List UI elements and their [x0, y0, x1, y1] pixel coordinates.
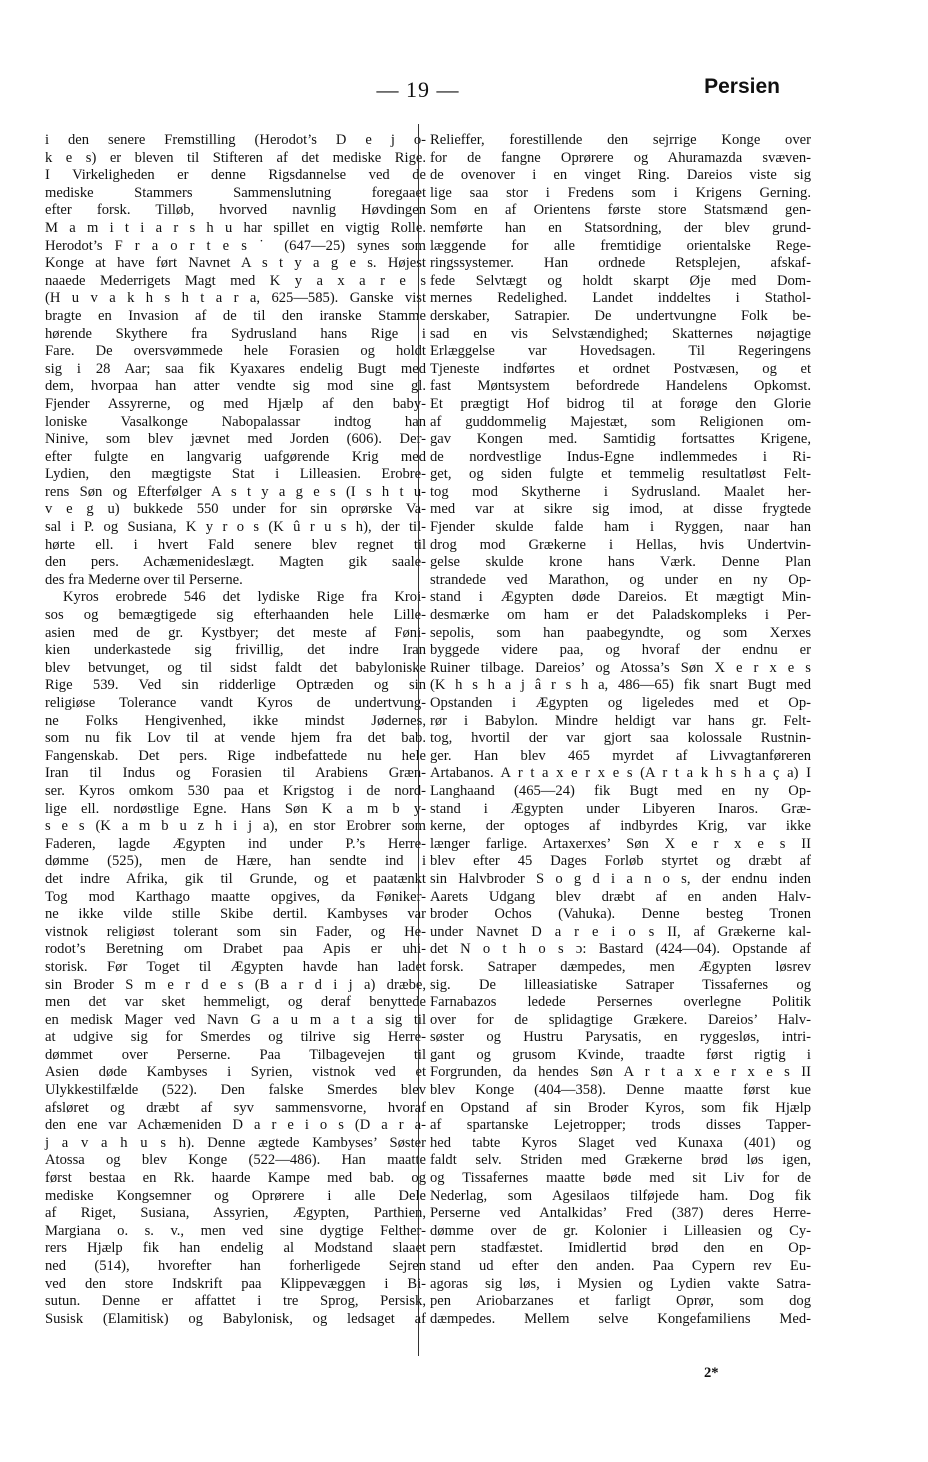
text-line: drog mod Grækerne i Hellas, hvis Undertvin-	[430, 536, 811, 553]
text-line: længer farlige. Artaxerxes’ Søn X e r x e s II	[430, 835, 811, 852]
text-line: mernes Redelighed. Landet inddeltes i Stathol-	[430, 290, 811, 307]
text-line: storisk. Før Toget til Ægypten havde han ladet	[45, 958, 426, 975]
text-line: Farnabazos ledede Persernes overlegne Politik	[430, 994, 811, 1011]
text-line: derskaber, Satrapier. De undertvungne Folk be-	[430, 307, 811, 324]
text-line: sin Halvbroder S o g d i a n o s, der endnu inden	[430, 870, 811, 887]
text-line: Tog mod Karthago maatte opgives, da Føniker-	[45, 888, 426, 905]
text-line: broder Ochos (Vahuka). Denne besteg Tronen	[430, 906, 811, 923]
text-line: Perserne ved Antalkidas’ Fred (387) deres Herre-	[430, 1205, 811, 1222]
text-line: sig. De lilleasiatiske Satraper Tissafernes og	[430, 976, 811, 993]
text-line: get, og siden fulgte et temmelig resultatløst Felt-	[430, 466, 811, 483]
text-line: sin Broder S m e r d e s (B a r d i j a) dræbe,	[45, 976, 426, 993]
text-line: og Tissafernes maatte bøde med sit Liv for de	[430, 1170, 811, 1187]
text-line: efter fulgte en langvarig uafgørende Krig med	[45, 448, 426, 465]
text-line: lige saa stor i Fredens som i Krigens Gerning.	[430, 184, 811, 201]
text-line: sad en vis Selvstændighed; Skatternes nøjagtige	[430, 325, 811, 342]
text-line: ringssystemer. Han ordnede Retsplejen, afskaf-	[430, 255, 811, 272]
text-line: rens Søn og Efterfølger A s t y a g e s (I s h t u-	[45, 483, 426, 500]
right-column	[430, 132, 811, 1328]
text-line: først bestaa en Rk. haarde Kampe med bab. og	[45, 1170, 426, 1187]
text-line: Aarets Udgang blev dræbt af en anden Halv-	[430, 888, 811, 905]
text-line: en medisk Mager ved Navn G a u m a t a sig til	[45, 1011, 426, 1028]
text-line: Margiana o. s. v., men ved sine dygtige Felther-	[45, 1222, 426, 1239]
text-line: de ovenover i en vinget Ring. Dareios viste sig	[430, 167, 811, 184]
text-line: som nu fik Lov til at vende hjem fra det bab.	[45, 730, 426, 747]
text-line: blev betvunget, og til sidst faldt det babyloniske	[45, 659, 426, 676]
text-line: rodot’s Beretning om Drabet paa Apis er uhi-	[45, 941, 426, 958]
text-line: (H u v a k h s h t a r a, 625—585). Ganske vist	[45, 290, 426, 307]
text-line: sutun. Denne er affattet i tre Sprog, Persisk,	[45, 1293, 426, 1310]
text-line: søster og Hustru Parysatis, en ryggesløs, intri-	[430, 1029, 811, 1046]
text-line: vistnok religiøst tolerant som sin Fader, og He-	[45, 923, 426, 940]
text-line: men det var sket hemmeligt, og deraf benyttede	[45, 994, 426, 1011]
text-line: de nordvestlige Indus-Egne indlemmedes i Ri-	[430, 448, 811, 465]
text-line: Som en af Orientens første store Statsmænd gen-	[430, 202, 811, 219]
text-line: Rige 539. Ved sin ridderlige Optræden og sin	[45, 677, 426, 694]
text-line: mediske Kongsemner og Oprørere i alle Dele	[45, 1187, 426, 1204]
text-line: Iran til Indus og Forasien til Arabiens Græn-	[45, 765, 426, 782]
column-divider	[418, 124, 419, 1356]
text-line: M a m i t i a r s h u har spillet en vigtig Rolle.	[45, 219, 426, 236]
text-line: Kyros erobrede 546 det lydiske Rige fra Kroi-	[63, 589, 426, 606]
text-line: loniske Vasalkonge Nabopalassar indtog han	[45, 413, 426, 430]
text-line: pen Ariobarzanes et farligt Oprør, som dog	[430, 1293, 811, 1310]
text-line: faldt selv. Striden med Grækerne brød løs igen,	[430, 1152, 811, 1169]
text-line: forsk. Satraper dæmpedes, men Ægypten løsrev	[430, 958, 811, 975]
text-line: desmærke om ham er det Paladskompleks i Per-	[430, 607, 811, 624]
text-line: tog, hvortil der var gjort saa kolossale Rustnin-	[430, 730, 811, 747]
text-line: (K h s h a j â r s h a, 486—65) fik snart Bugt med	[430, 677, 811, 694]
text-line: det N o t h o s ɔ: Bastard (424—04). Opstande af	[430, 941, 811, 958]
text-line: Atossa og blev Konge (522—486). Han maatte	[45, 1152, 426, 1169]
text-line: ned (514), hvorefter han forherligede Sejren	[45, 1258, 426, 1274]
text-line: strandede ved Marathon, og under en ny Op-	[430, 571, 811, 588]
text-line: Fjender skulde falde ham i Ryggen, naar han	[430, 519, 811, 536]
text-line: den pers. Achæmenideslægt. Magten gik saale-	[45, 554, 426, 571]
text-line: pern stadfæstet. Imidlertid brød den en Op-	[430, 1240, 811, 1257]
text-line: Konge at have ført Navnet A s t y a g e s. Højest	[45, 255, 426, 272]
text-line: at udgive sig for Smerdes og tilrive sig Herre-	[45, 1029, 426, 1046]
left-column	[45, 132, 426, 1328]
text-line: Opstanden i Ægypten og ligeledes med et Op-	[430, 695, 811, 711]
text-line: dømme over de gr. Kolonier i Lilleasien og Cy-	[430, 1222, 811, 1239]
text-line: dømme (525), men de Hære, han sendte ind i	[45, 853, 426, 870]
text-line: Langhaand (465—24) fik Bugt med en ny Op-	[430, 782, 811, 799]
text-line: s e s (K a m b u z h i j a), en stor Erobrer som	[45, 818, 426, 835]
text-line: under Navnet D a r e i o s II, af Grækerne kal-	[430, 923, 811, 940]
text-line: asien med de gr. Kystbyer; det meste af Føni-	[45, 624, 426, 641]
text-line: sal i P. og Susiana, K y r o s (K û r u s h), der til-	[45, 519, 426, 536]
text-line: nemførte han en Statsordning, der blev grund-	[430, 219, 811, 236]
text-line: sig i 28 Aar; saa fik Kyaxares endelig Bugt med	[45, 360, 426, 377]
text-line: Fare. De oversvømmede hele Forasien og holdt	[45, 343, 426, 360]
text-line: Ninive, som blev jævnet med Jorden (606). Der-	[45, 431, 426, 448]
text-line: ved den store Indskrift paa Klippevæggen i Bi-	[45, 1275, 426, 1292]
text-line: stand i Ægypten under Libyeren Inaros. Græ-	[430, 800, 811, 817]
text-line: kerne, der optoges af indbyrdes Krig, var ikke	[430, 818, 811, 835]
text-line: med var at sikre sig imod, at disse frygtede	[430, 501, 811, 518]
text-line: Fjender Assyrerne, og med Hjælp af den baby-	[45, 395, 426, 412]
text-line: rers Hjælp fik han endelig al Modstand slaaet	[45, 1240, 426, 1257]
text-line: fast Møntsystem befordrede Handelens Opkomst.	[430, 378, 811, 395]
text-line: religiøse Tolerance vandt Kyros de undertvung-	[45, 695, 426, 711]
text-line: I Virkeligheden er denne Rigsdannelse ved de	[45, 167, 426, 184]
text-line: rør i Babylon. Mindre heldigt var hans gr. Felt-	[430, 712, 811, 729]
text-line: Herodot’s F r a o r t e s ˙ (647—25) synes som	[45, 237, 426, 254]
text-line: for de fangne Oprørere og Ahuramazda svæven-	[430, 149, 811, 166]
text-line: over for de splidagtige Grækere. Dareios’ Halv-	[430, 1011, 811, 1028]
text-line: sos og bemægtigede sig efterhaanden hele Lille-	[45, 607, 426, 624]
text-line: blev Konge (404—358). Denne maatte først kue	[430, 1082, 811, 1099]
text-line: hed tabte Kyros Slaget ved Kunaxa (401) og	[430, 1134, 811, 1151]
text-line: Relieffer, forestillende den sejrrige Konge over	[430, 132, 811, 148]
text-line: naaede Mederrigets Magt med K y a x a r e s	[45, 272, 426, 289]
text-line: sepolis, som han paabegyndte, og som Xerxes	[430, 624, 811, 641]
text-line: ger. Han blev 465 myrdet af Livvagtanføreren	[430, 747, 811, 764]
text-line: Et prægtigt Hof bidrog til at forøge den Glorie	[430, 395, 811, 412]
text-line: hørende Skythere fra Sydrusland hans Rige i	[45, 325, 426, 342]
text-line: Susisk (Elamitisk) og Babylonisk, og ledsaget af	[45, 1310, 426, 1327]
text-line: k e s) er bleven til Stifteren af det mediske Rige.	[45, 149, 426, 166]
text-line: dømmet over Perserne. Paa Tilbagevejen til	[45, 1046, 426, 1063]
text-line: gant og grusom Kvinde, traadte først rigtig i	[430, 1046, 811, 1063]
text-line: stand i Ægypten døde Dareios. Et mægtigt Min-	[430, 589, 811, 606]
text-line: Forgrunden, da hendes Søn A r t a x e r x e s II	[430, 1064, 811, 1081]
page-number: — 19 —	[376, 77, 460, 102]
text-line: læggende for alle fremtidige orientalske Rege-	[430, 237, 811, 254]
text-line: v e g u) bukkede 550 under for sin oprørske Va-	[45, 501, 426, 518]
text-line: gav Kongen med. Samtidig fortsattes Krigene,	[430, 431, 811, 448]
text-line: ne Folks Hengivenhed, ikke mindst Jødernes,	[45, 712, 426, 729]
text-line: Faderen, lagde Ægypten ind under P.’s Herre-	[45, 835, 426, 852]
text-line: af Riget, Susiana, Assyrien, Ægypten, Parthien,	[45, 1205, 426, 1222]
text-line: af spartanske Lejetropper; trods disses Tapper-	[430, 1117, 811, 1134]
text-line: en Opstand af sin Broder Kyros, som fik Hjælp	[430, 1099, 811, 1116]
text-line: Lydien, den mægtigste Stat i Lilleasien. Erobre-	[45, 466, 426, 483]
text-line: stand ud efter den anden. Paa Cypern rev Eu-	[430, 1258, 811, 1274]
text-line: fede Selvtægt og holdt skarpt Øje med Dom-	[430, 272, 811, 289]
text-line: efter forsk. Tilløb, hvorved navnlig Høvdingen	[45, 202, 426, 219]
text-line: blev efter 45 Dages Forløb styrtet og dræbt af	[430, 853, 811, 870]
text-line: Asien døde Kambyses i Syrien, vistnok ved et	[45, 1064, 426, 1081]
text-line: agoras sig løs, i Mysien og Lydien vakte Satra-	[430, 1275, 811, 1292]
text-line: gelse skulde krone hans Værk. Denne Plan	[430, 554, 811, 571]
text-line: dæmpedes. Mellem selve Kongefamiliens Med-	[430, 1310, 811, 1327]
text-line: Fangenskab. Det pers. Rige indbefattede nu hele	[45, 747, 426, 764]
text-line: hørte ell. i hvert Fald senere blev regnet til	[45, 536, 426, 553]
text-line: mediske Stammers Sammenslutning foregaaet	[45, 184, 426, 201]
text-line: Artabanos. A r t a x e r x e s (A r t a k h s h a ç a) I	[430, 765, 811, 782]
text-line: Nederlag, som Agesilaos tilføjede ham. Dog fik	[430, 1187, 811, 1204]
text-line: Tjeneste indførtes et ordnet Postvæsen, og et	[430, 360, 811, 377]
text-line: ser. Kyros omkom 530 paa et Krigstog i de nord-	[45, 782, 426, 799]
text-line: byggede videre paa, og hvoraf der endnu er	[430, 642, 811, 659]
text-line: det indre Afrika, gik til Grunde, og et paatænkt	[45, 870, 426, 887]
signature-mark: 2*	[704, 1365, 719, 1381]
text-line: tog mod Skytherne i Sydrusland. Maalet her-	[430, 483, 811, 500]
text-line: lige ell. nordøstlige Egne. Hans Søn K a m b y-	[45, 800, 426, 817]
text-line: dem, hvorpaa han atter vendte sig mod sine gl.	[45, 378, 426, 395]
running-head: Persien	[704, 75, 780, 98]
text-line: j a v a h u s h). Denne ægtede Kambyses’ Søster	[45, 1134, 426, 1151]
text-line: Ruiner tilbage. Dareios’ og Atossa’s Søn X e r x e s	[430, 659, 811, 676]
text-line: ne ikke vilde stille Skibe dertil. Kambyses var	[45, 906, 426, 923]
text-line: af guddommelig Majestæt, som Religionen om-	[430, 413, 811, 430]
text-line: kien underkastede sig frivillig, det indre Iran	[45, 642, 426, 659]
text-line: Erlæggelse var Hovedsagen. Til Regeringens	[430, 343, 811, 360]
text-line: des fra Mederne over til Perserne.	[45, 571, 243, 588]
text-line: Ulykkestilfælde (522). Den falske Smerdes blev	[45, 1082, 426, 1099]
text-line: afsløret og dræbt af syv sammensvorne, hvoraf	[45, 1099, 426, 1116]
text-line: bragte en Invasion af de til den iranske Stamme	[45, 307, 426, 324]
text-line: i den senere Fremstilling (Herodot’s D e j o-	[45, 132, 426, 148]
text-line: den ene var Achæmeniden D a r e i o s (D a r a-	[45, 1117, 426, 1134]
